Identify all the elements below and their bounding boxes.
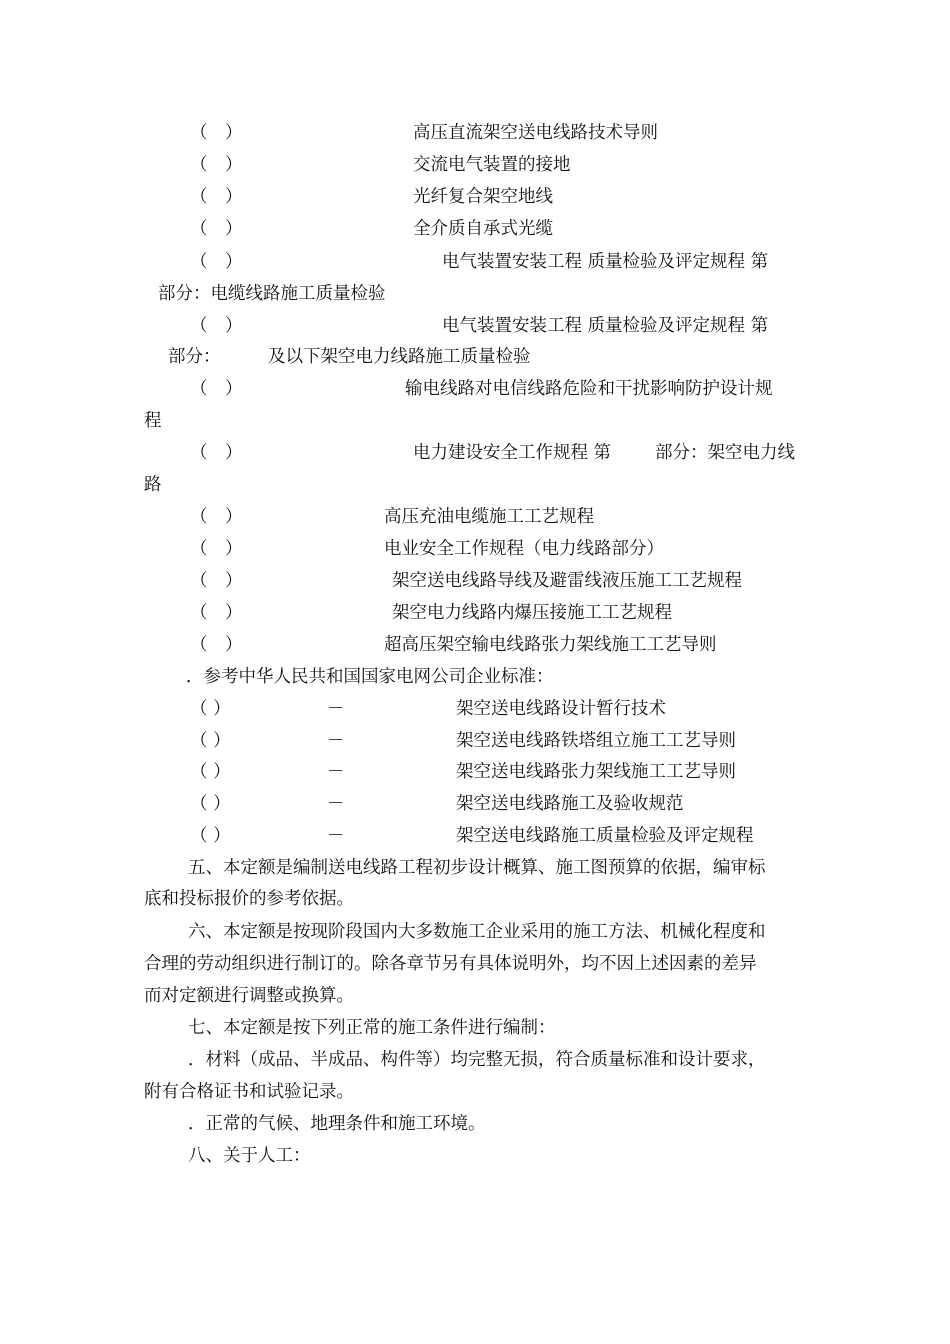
- item-title: 架空送电线路铁塔组立施工工艺导则: [456, 731, 736, 751]
- item-paren: （ ）: [190, 571, 243, 591]
- item-paren: （ ）: [190, 443, 243, 463]
- item-title-cont: 部分：: [168, 347, 221, 367]
- paragraph-line: 附有合格证书和试验记录。: [144, 1082, 354, 1102]
- item-dash: －: [327, 699, 345, 719]
- item-paren: （ ）: [190, 603, 243, 623]
- paragraph-line: 合理的劳动组织进行制订的。除各章节另有具体说明外，均不因上述因素的差异: [144, 954, 757, 974]
- item-title-cont: 程: [144, 411, 162, 431]
- item-title-cont: 及以下架空电力线路施工质量检验: [268, 347, 531, 367]
- item-title: 架空送电线路施工质量检验及评定规程: [456, 826, 754, 846]
- item-paren: （ ）: [190, 826, 231, 846]
- item-dash: －: [327, 762, 345, 782]
- item-title: 超高压架空输电线路张力架线施工工艺导则: [384, 635, 717, 655]
- item-paren: （ ）: [190, 794, 231, 814]
- item-title: 输电线路对电信线路危险和干扰影响防护设计规: [405, 379, 773, 399]
- item-paren: （ ）: [190, 123, 243, 143]
- item-paren: （ ）: [190, 316, 243, 336]
- paragraph-line: 而对定额进行调整或换算。: [144, 986, 354, 1006]
- item-paren: （ ）: [190, 155, 243, 175]
- item-title: 交流电气装置的接地: [413, 155, 571, 175]
- item-paren: （ ）: [190, 762, 231, 782]
- item-title: 电力建设安全工作规程 第: [413, 443, 612, 463]
- paragraph-line: ．正常的气候、地理条件和施工环境。: [188, 1114, 486, 1134]
- item-paren: （ ）: [190, 252, 243, 272]
- item-title: 架空送电线路张力架线施工工艺导则: [456, 762, 736, 782]
- item-title-cont: 路: [144, 475, 162, 495]
- item-title: 架空送电线路导线及避雷线液压施工工艺规程: [392, 571, 742, 591]
- item-title: 架空送电线路施工及验收规范: [456, 794, 684, 814]
- item-title-cont: 部分：电缆线路施工质量检验: [158, 284, 386, 304]
- item-paren: （ ）: [190, 699, 231, 719]
- item-title: 高压直流架空送电线路技术导则: [413, 123, 658, 143]
- item-paren: （ ）: [190, 219, 243, 239]
- item-title: 光纤复合架空地线: [413, 187, 553, 207]
- item-paren: （ ）: [190, 635, 243, 655]
- item-paren: （ ）: [190, 539, 243, 559]
- item-dash: －: [327, 794, 345, 814]
- item-title: 电气装置安装工程 质量检验及评定规程 第: [442, 316, 769, 336]
- item-title: 电业安全工作规程（电力线路部分）: [384, 539, 664, 559]
- item-title: 高压充油电缆施工工艺规程: [384, 507, 594, 527]
- item-title: 架空电力线路内爆压接施工工艺规程: [392, 603, 672, 623]
- paragraph-line: 底和投标报价的参考依据。: [144, 889, 354, 909]
- paragraph-line: 六、本定额是按现阶段国内大多数施工企业采用的施工方法、机械化程度和: [188, 922, 766, 942]
- item-paren: （ ）: [190, 507, 243, 527]
- paragraph-line: 八、关于人工：: [188, 1146, 311, 1166]
- item-title: 架空送电线路设计暂行技术: [456, 699, 666, 719]
- sgcc-heading-text: ．参考中华人民共和国国家电网公司企业标准：: [186, 667, 554, 687]
- item-dash: －: [327, 826, 345, 846]
- item-paren: （ ）: [190, 187, 243, 207]
- paragraph-line: 五、本定额是编制送电线路工程初步设计概算、施工图预算的依据，编审标: [188, 858, 766, 878]
- item-dash: －: [327, 731, 345, 751]
- item-paren: （ ）: [190, 379, 243, 399]
- item-title: 电气装置安装工程 质量检验及评定规程 第: [442, 252, 769, 272]
- item-title: 全介质自承式光缆: [413, 219, 553, 239]
- paragraph-line: ．材料（成品、半成品、构件等）均完整无损，符合质量标准和设计要求，: [188, 1050, 766, 1070]
- item-title: 部分：架空电力线: [655, 443, 795, 463]
- paragraph-line: 七、本定额是按下列正常的施工条件进行编制：: [188, 1018, 556, 1038]
- item-paren: （ ）: [190, 731, 231, 751]
